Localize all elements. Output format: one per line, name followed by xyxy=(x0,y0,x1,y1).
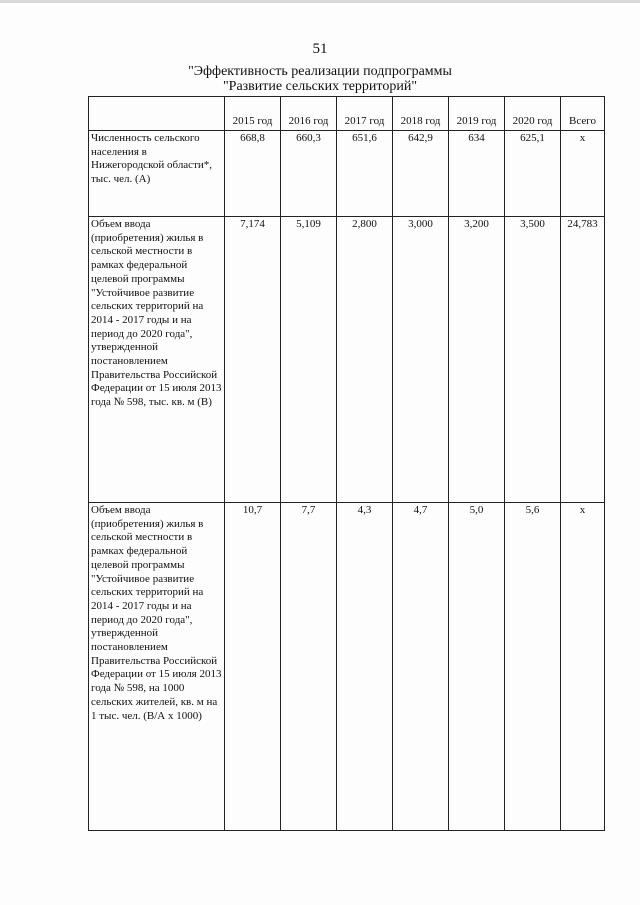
row-value: 7,174 xyxy=(225,217,281,503)
table-row xyxy=(89,503,605,831)
header-label-cell xyxy=(89,97,225,131)
row-value: 5,6 xyxy=(505,503,561,831)
row-label: Объем ввода (приобретения) жилья в сельской местности в рамках федеральной целевой программы "Устойчивое развитие сельских территорий на 2014 - 2017 годы и на период до 2020 года", утвержденной постановлением Правительства Российской Федерации от 15 июля 2013 года № 598, тыс. кв. м (В) xyxy=(89,217,225,503)
row-value: 3,000 xyxy=(393,217,449,503)
header-total: Всего xyxy=(561,97,605,131)
title-line-2: "Развитие сельских территорий" xyxy=(222,79,418,94)
row-value: 660,3 xyxy=(281,131,337,217)
table-row xyxy=(89,131,605,217)
table-row xyxy=(89,217,605,503)
row-value: 2,800 xyxy=(337,217,393,503)
row-value: 3,500 xyxy=(505,217,561,503)
header-year-2016: 2016 год xyxy=(281,97,337,131)
efficiency-table xyxy=(88,96,605,831)
row-value: 668,8 xyxy=(225,131,281,217)
header-year-2020: 2020 год xyxy=(505,97,561,131)
row-value: 10,7 xyxy=(225,503,281,831)
row-value: 5,109 xyxy=(281,217,337,503)
row-label: Объем ввода (приобретения) жилья в сельской местности в рамках федеральной целевой программы "Устойчивое развитие сельских территорий на 2014 - 2017 годы и на период до 2020 года", утвержденной постановлением Правительства Российской Федерации от 15 июля 2013 года № 598, на 1000 сельских жителей, кв. м на 1 тыс. чел. (В/А x 1000) xyxy=(89,503,225,831)
row-total: x xyxy=(561,131,605,217)
row-total: x xyxy=(561,503,605,831)
header-year-2018: 2018 год xyxy=(393,97,449,131)
header-year-2017: 2017 год xyxy=(337,97,393,131)
title-line-1: "Эффективность реализации подпрограммы xyxy=(188,64,452,79)
row-total: 24,783 xyxy=(561,217,605,503)
table-header-row xyxy=(89,97,605,131)
row-value: 5,0 xyxy=(449,503,505,831)
row-value: 7,7 xyxy=(281,503,337,831)
row-value: 642,9 xyxy=(393,131,449,217)
header-year-2019: 2019 год xyxy=(449,97,505,131)
row-value: 4,7 xyxy=(393,503,449,831)
scan-top-edge xyxy=(0,0,640,3)
row-label: Численность сельского населения в Нижегородской области*, тыс. чел. (А) xyxy=(89,131,225,217)
row-value: 634 xyxy=(449,131,505,217)
page-number: 51 xyxy=(312,41,328,57)
row-value: 651,6 xyxy=(337,131,393,217)
row-value: 4,3 xyxy=(337,503,393,831)
row-value: 625,1 xyxy=(505,131,561,217)
row-value: 3,200 xyxy=(449,217,505,503)
document-title xyxy=(0,64,640,94)
header-year-2015: 2015 год xyxy=(225,97,281,131)
